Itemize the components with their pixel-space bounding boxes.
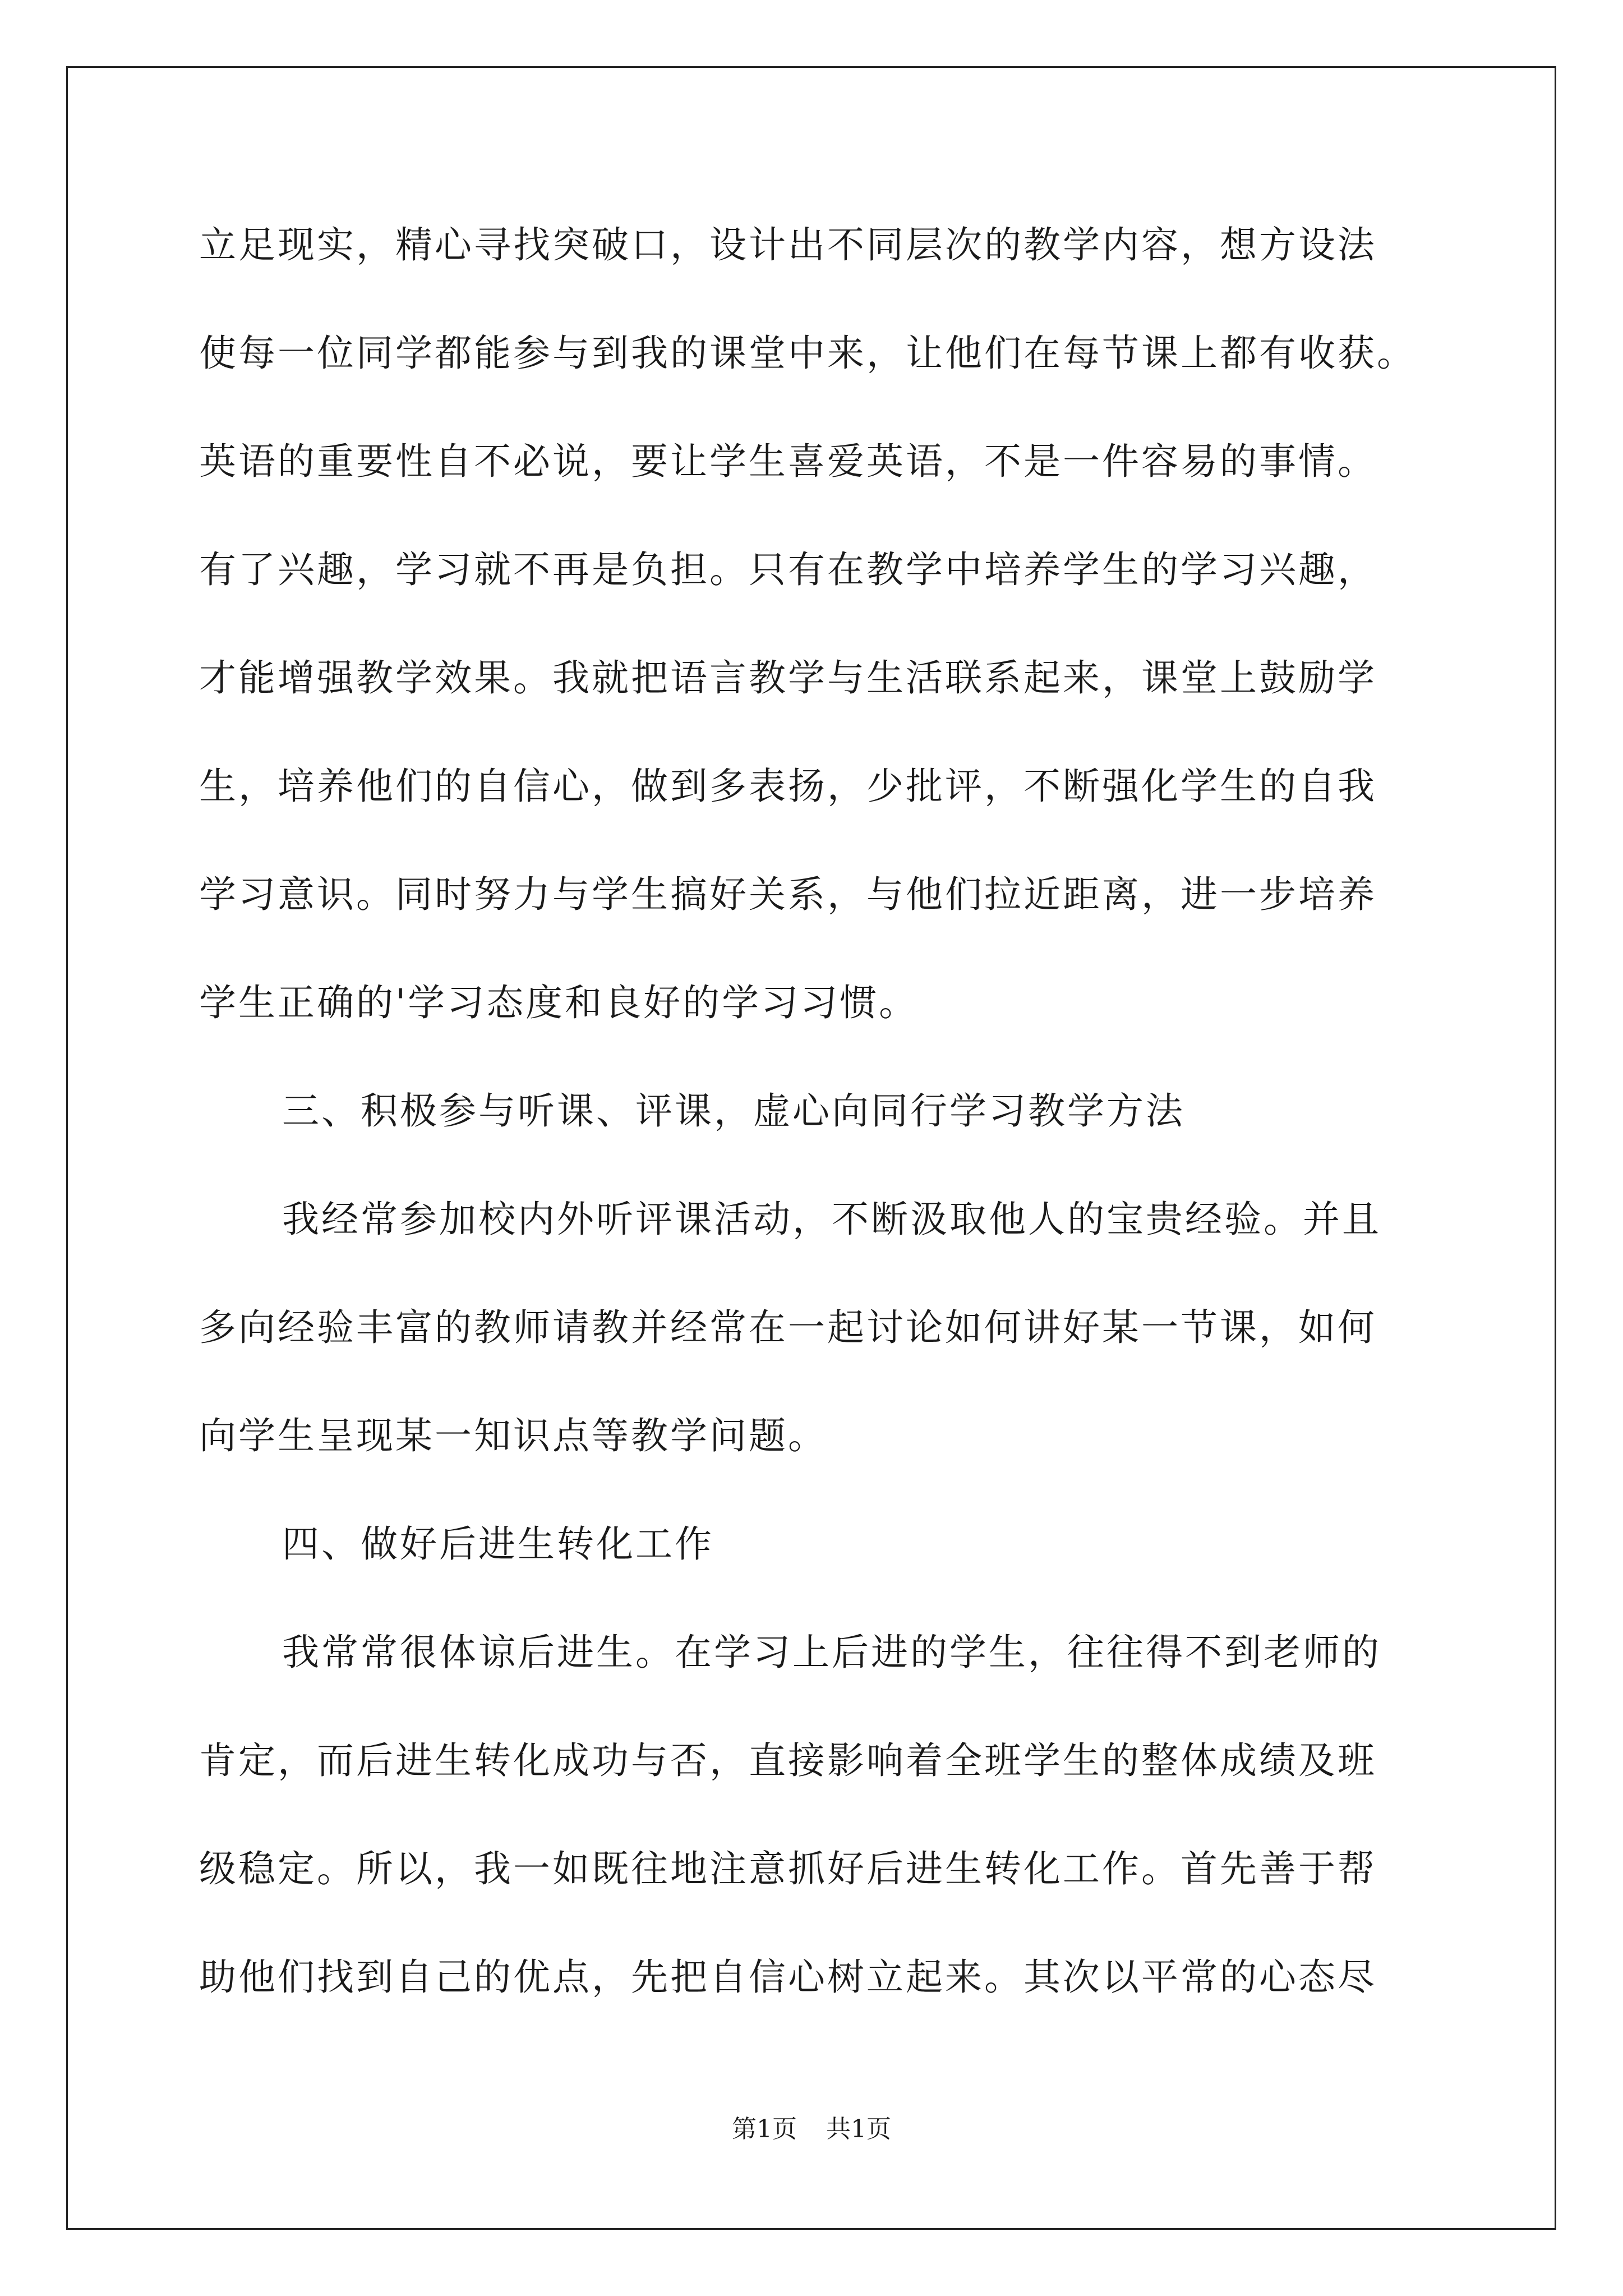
page-footer — [0, 2114, 1623, 2145]
text-line-14: 我常常很体谅后进生。在学习上后进的学生，往往得不到老师的 — [282, 1631, 1381, 1674]
text-line-12: 向学生呈现某一知识点等教学问题。 — [199, 1414, 827, 1457]
text-line-10: 我经常参加校内外听评课活动，不断汲取他人的宝贵经验。并且 — [282, 1198, 1381, 1241]
page-number: 第1页 — [732, 2115, 797, 2143]
text-line-15: 肯定，而后进生转化成功与否，直接影响着全班学生的整体成绩及班 — [199, 1739, 1377, 1782]
text-line-16: 级稳定。所以，我一如既往地注意抓好后进生转化工作。首先善于帮 — [199, 1847, 1377, 1890]
text-line-8: 学生正确的'学习态度和良好的学习习惯。 — [199, 981, 919, 1024]
text-line-5: 才能增强教学效果。我就把语言教学与生活联系起来，课堂上鼓励学 — [199, 656, 1377, 700]
text-line-6: 生，培养他们的自信心，做到多表扬，少批评，不断强化学生的自我 — [199, 765, 1377, 808]
text-line-11: 多向经验丰富的教师请教并经常在一起讨论如何讲好某一节课，如何 — [199, 1306, 1377, 1349]
text-line-7: 学习意识。同时努力与学生搞好关系，与他们拉近距离，进一步培养 — [199, 873, 1377, 916]
text-line-4: 有了兴趣，学习就不再是负担。只有在教学中培养学生的学习兴趣， — [199, 548, 1377, 591]
text-line-2: 使每一位同学都能参与到我的课堂中来，让他们在每节课上都有收获。 — [199, 332, 1416, 375]
text-line-3: 英语的重要性自不必说，要让学生喜爱英语，不是一件容易的事情。 — [199, 440, 1377, 483]
section-heading-4: 四、做好后进生转化工作 — [282, 1522, 714, 1566]
document-body — [199, 219, 1433, 2059]
page-total: 共1页 — [826, 2115, 891, 2143]
text-line-1: 立足现实，精心寻找突破口，设计出不同层次的教学内容，想方设法 — [199, 223, 1377, 266]
section-heading-3: 三、积极参与听课、评课，虚心向同行学习教学方法 — [282, 1089, 1185, 1133]
text-line-17: 助他们找到自己的优点，先把自信心树立起来。其次以平常的心态尽 — [199, 1955, 1377, 1999]
